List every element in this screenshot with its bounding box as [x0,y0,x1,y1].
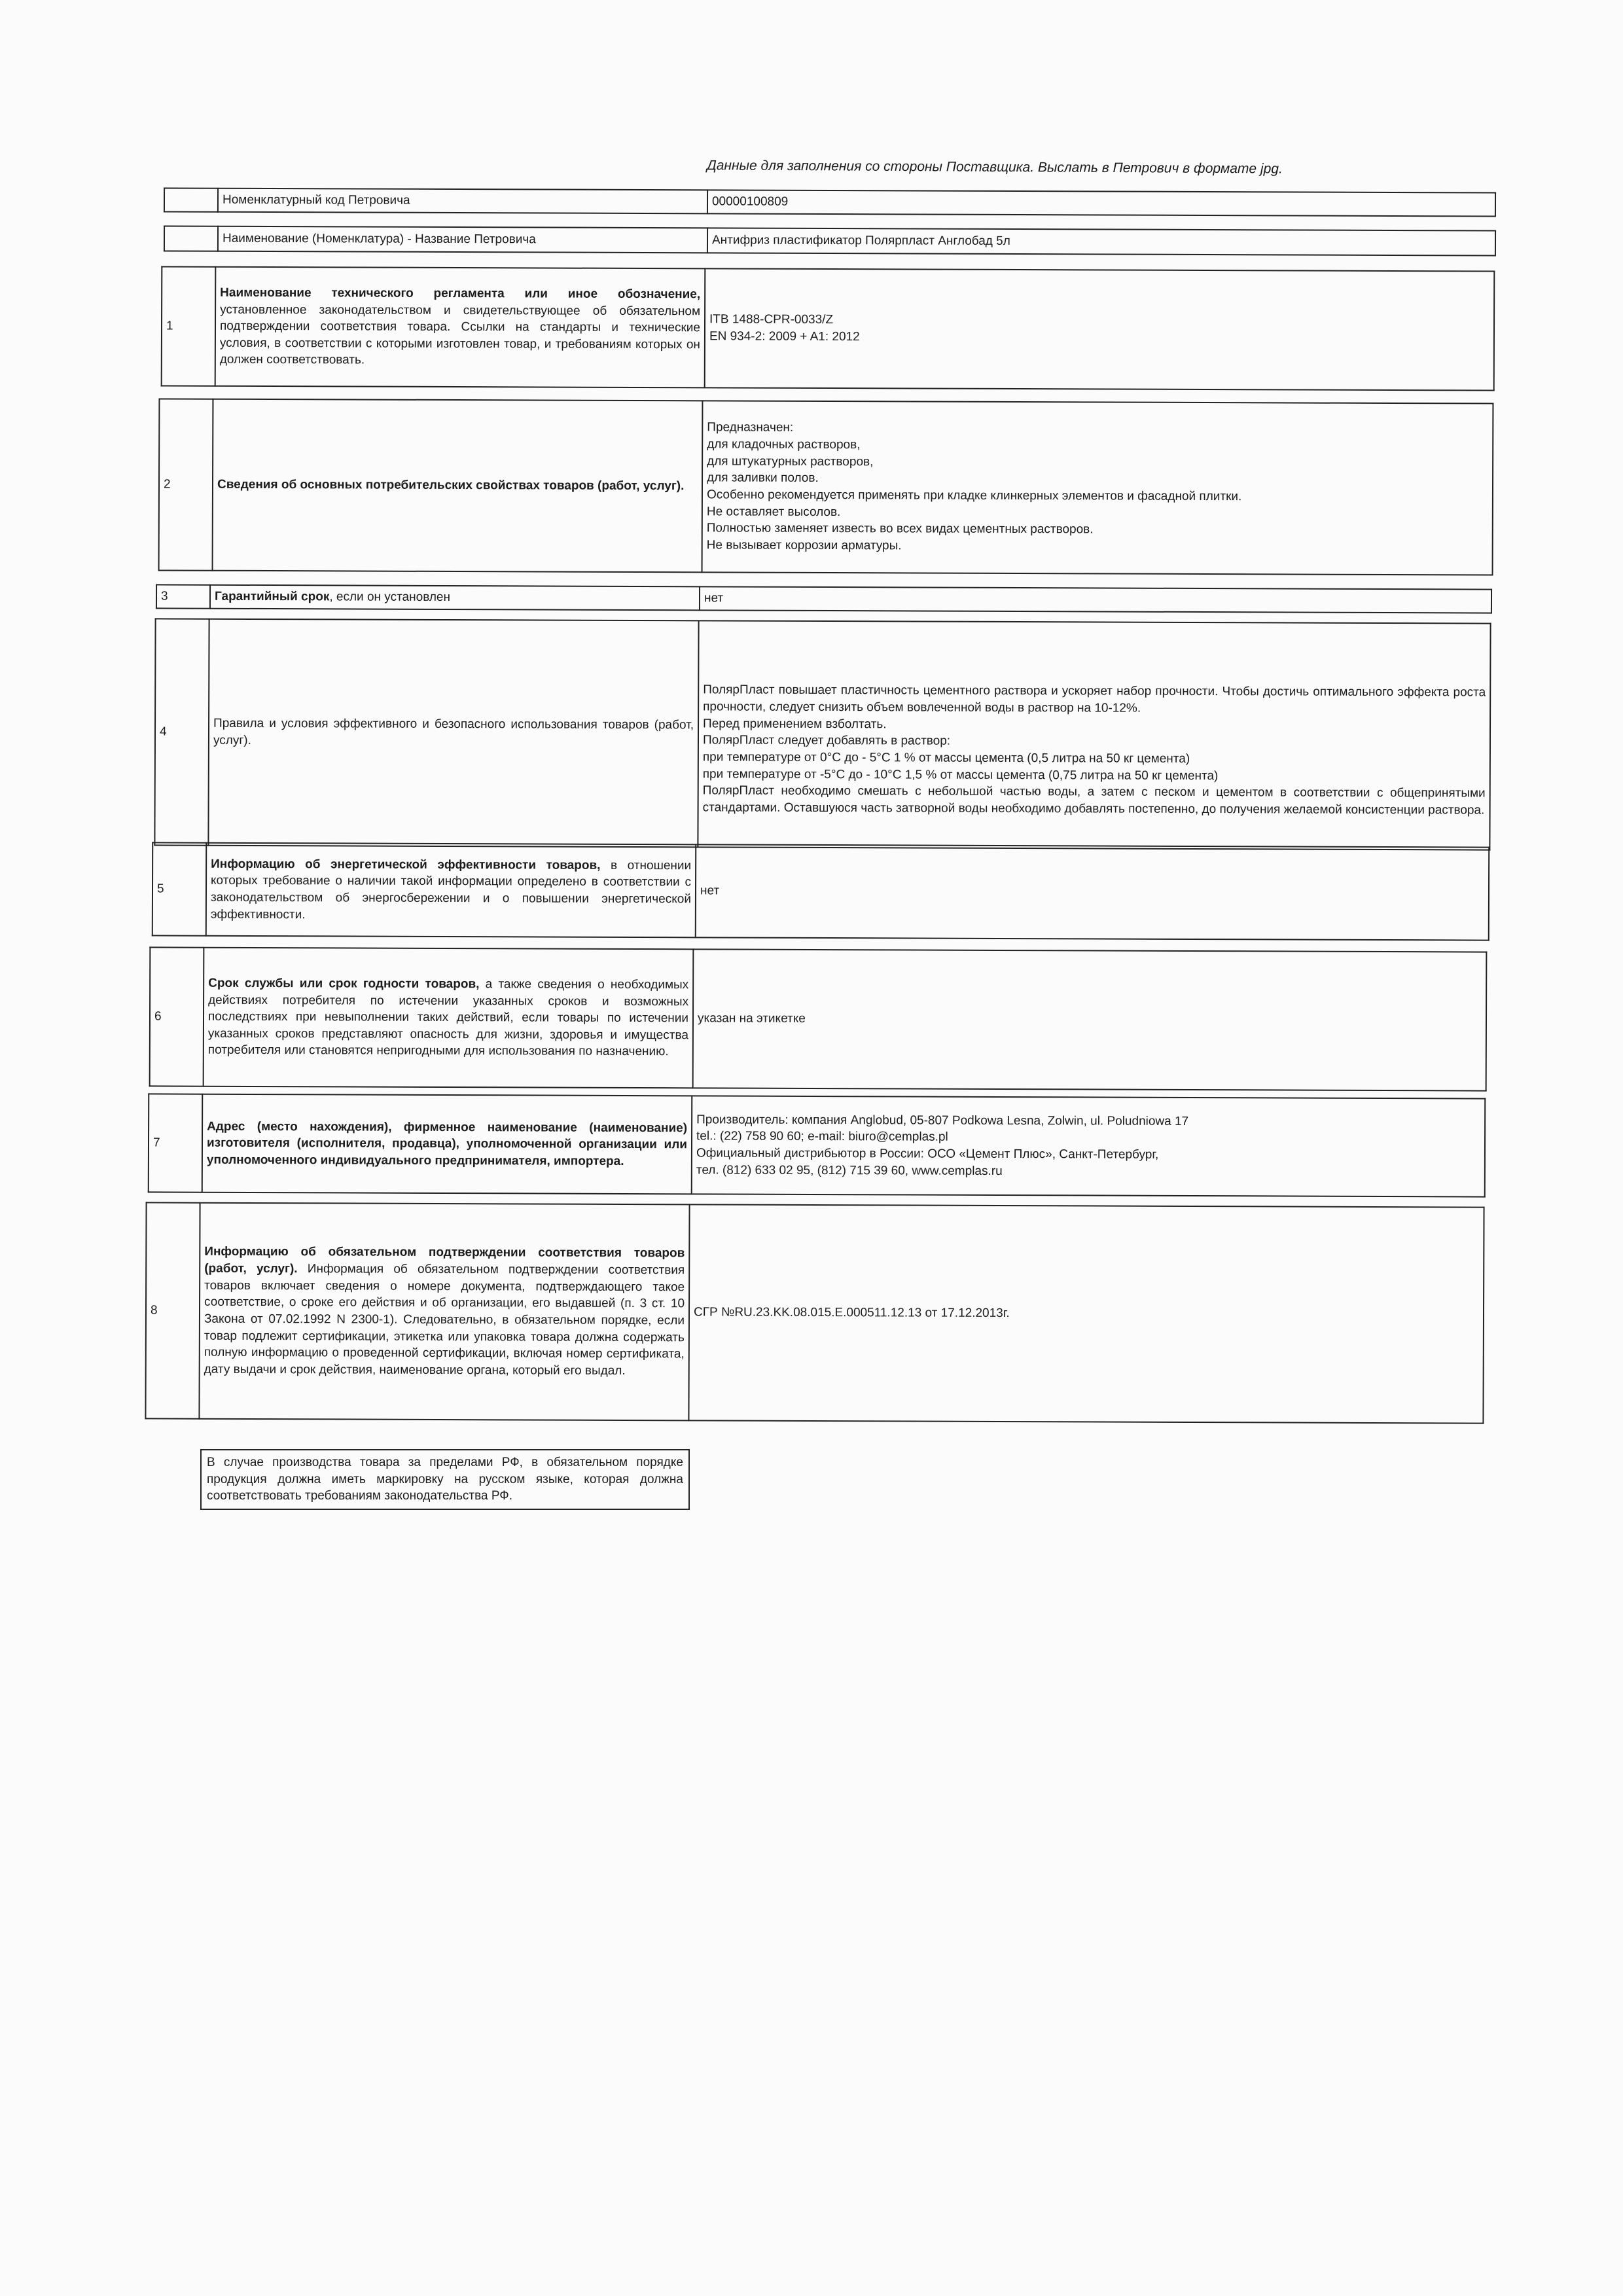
row-1 [161,266,1495,391]
name-row [164,225,1496,256]
row-label-bold: Наименование технического регламента или иное обозначение, [220,285,701,302]
row-number: 2 [159,399,213,570]
row-label [210,585,700,610]
name-label: Наименование (Номенклатура) - Название Петровича [218,226,707,253]
row-label-rest: Правила и условия эффективного и безопасного использования товаров (работ, услуг). [213,717,694,747]
row-label-rest: в отношении которых требование о наличии такой информации определено в соответствии с законодательством об энергосбережении и о повышении энергетической эффективности. [210,858,692,922]
row-value: Предназначен: для кладочных растворов, для штукатурных растворов, для заливки полов. Особенно рекомендуется применять при кладке клинкерных элементов и фасадной плитки. Не оставляет высолов. Полностью заменяет известь во всех видах цементных растворов. Не вызывает коррозии арматуры. [702,401,1493,575]
row-label-rest: а также сведения о необходимых действиях потребителя по истечении указанных сроков и возможных последствиях при невыполнении таких действий, если товары по истечении указанных сроков представляют опасность для жизни, здоровья и имущества потребителя или становятся непригодными для использования по назначению. [207,977,689,1059]
row-label-rest: установленное законодательством и свидетельствующее об обязательном подтверждении соответствия товара. Ссылки на стандарты и технические условия, в соответствии с которыми изготовлен товар, и требованиям которых он должен соответствовать. [219,302,701,367]
row-5 [152,842,1489,941]
row-7 [148,1093,1486,1197]
row-number: 8 [145,1202,200,1418]
row-4 [154,618,1491,850]
row-value: ITB 1488-CPR-0033/Z EN 934-2: 2009 + A1: 2012 [705,268,1495,390]
row-label [208,619,698,848]
code-value: 00000100809 [707,190,1495,216]
empty-num-cell [164,226,218,251]
row-value: нет [700,586,1491,613]
row-8 [145,1202,1484,1424]
name-value: Антифриз пластификатор Полярпласт Англобад 5л [707,228,1495,255]
row-number: 4 [154,619,209,845]
row-label-rest: , если он установлен [329,590,451,605]
row-value: СГР №RU.23.KK.08.015.E.000511.12.13 от 17.12.2013г. [688,1204,1484,1423]
row-label-bold: Информацию об энергетической эффективности товаров, [211,857,601,872]
row-value: указан на этикетке [693,949,1487,1090]
row-number: 1 [162,266,216,386]
row-6 [149,946,1488,1091]
code-row [164,187,1496,217]
row-label-bold: Гарантийный срок [214,589,330,604]
code-label: Номенклатурный код Петровича [218,188,707,214]
row-number: 6 [150,947,204,1086]
row-label-bold: Адрес (место нахождения), фирменное наименование (наименование) изготовителя (исполнителя, продавца), уполномоченной организации или уполномоченного индивидуального предпринимателя, импортера. [206,1119,688,1168]
row-label [213,399,703,573]
row-label [204,948,694,1088]
row-3 [156,584,1492,613]
row-label [202,1094,692,1194]
header-note: Данные для заполнения со стороны Поставщика. Выслать в Петрович в формате jpg. [706,158,1283,177]
row-2 [158,398,1494,575]
row-label-bold: Информацию об обязательном подтверждении соответствия товаров (работ, услуг). [204,1245,685,1276]
row-label [206,843,696,938]
footer-note: В случае производства товара за пределами РФ, в обязательном порядке продукция должна иметь маркировку на русском языке, которая должна соответствовать требованиям законодательства РФ. [200,1449,690,1510]
row-number: 7 [149,1094,203,1192]
empty-num-cell [164,188,218,211]
row-value: нет [696,844,1489,940]
row-label-bold: Сведения об основных потребительских свойствах товаров (работ, услуг). [217,477,685,493]
row-label [199,1203,689,1421]
row-label-rest: Информация об обязательном подтверждении соответствия товаров включает сведения о номере документа, подтверждающего такое соответствие, о сроке его действия и об организации, его выдавшей (п. 3 ст. 10 Закона от 07.02.1992 N 2300-1). Следовательно, в обязательном порядке, если товар подлежит сертификации, этикетка или упаковка товара должна содержать полную информацию о проведенной сертификации, включая номер сертификата, дату выдачи и срок действия, наименование органа, который его выдал. [204,1262,685,1378]
row-label [215,267,705,388]
row-value: Производитель: компания Anglobud, 05-807 Podkowa Lesna, Zolwin, ul. Poludniowa 17 tel.: (22) 758 90 60; e-mail: biuro@cemplas.pl Официальный дистрибьютор в России: ОСО «Цемент Плюс», Санкт-Петербург, тел. (812) 633 02 95, (812) 715 39 60, www.cemplas.ru [692,1096,1486,1196]
row-number: 3 [156,584,210,608]
row-value: ПолярПласт повышает пластичность цементного раствора и ускоряет набор прочности. Чтобы достичь оптимального эффекта роста прочности, следует снизить объем вовлеченной воды в раствор на 10-12%. Перед применением взболтать. ПолярПласт следует добавлять в раствор: при температуре от 0°С до - 5°С 1 % от массы цемента (0,5 литра на 50 кг цемента) при температуре от -5°С до - 10°С 1,5 % от массы цемента (0,75 литра на 50 кг цемента) ПолярПласт необходимо смешать с небольшой частью воды, а затем с песком и цементом в соответствии с общепринятыми стандартами. Оставшуюся часть затворной воды необходимо добавлять постепенно, до получения желаемой консистенции раствора. [698,620,1490,850]
row-label-bold: Срок службы или срок годности товаров, [208,976,480,992]
row-number: 5 [152,842,206,935]
